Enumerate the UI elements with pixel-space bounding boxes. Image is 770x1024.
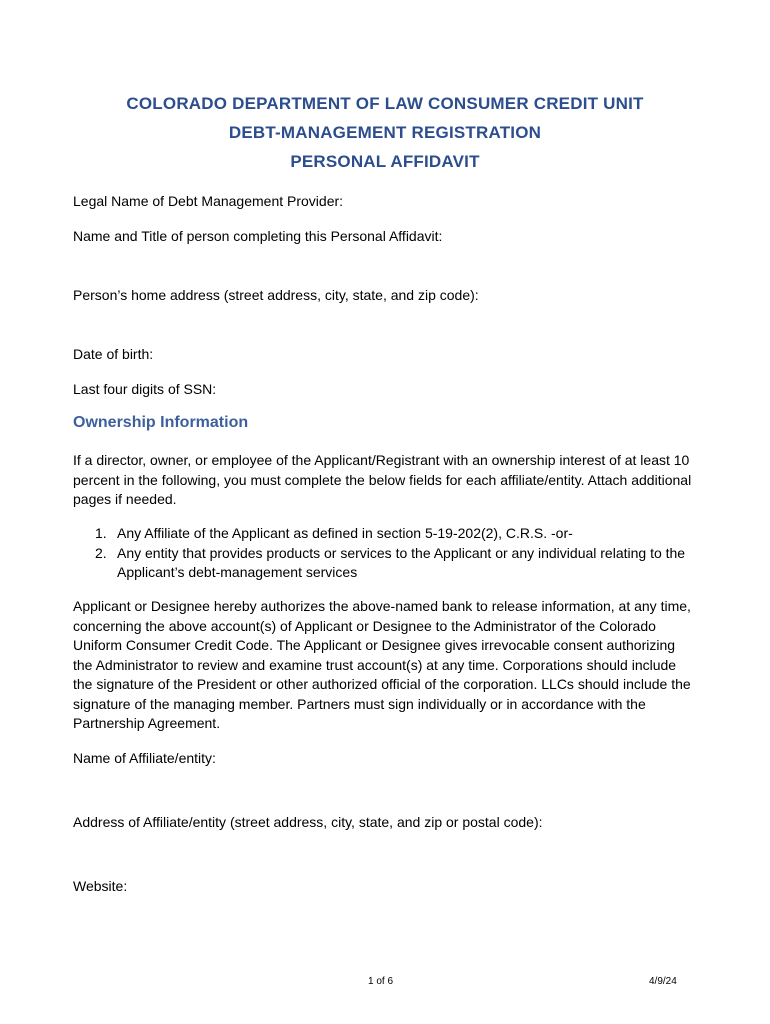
list-item-text: Any entity that provides products or services to the Applicant or any individual relating to the Applicant’s debt-management services [117,544,686,580]
title-line-1: COLORADO DEPARTMENT OF LAW CONSUMER CREDIT UNIT [126,94,644,113]
affiliate-address-label: Address of Affiliate/entity (street address, city, state, and zip or postal code): [73,814,543,830]
ownership-list [95,524,695,583]
list-item-text: Any Affiliate of the Applicant as defined in section 5-19-202(2), C.R.S. -or- [117,525,573,541]
list-item [95,544,695,583]
page-number: 1 of 6 [368,976,394,987]
home-address-label: Person’s home address (street address, city, state, and zip code): [73,287,479,303]
title-line-2: DEBT-MANAGEMENT REGISTRATION [228,123,542,142]
name-title-label: Name and Title of person completing this Personal Affidavit: [73,228,443,244]
list-item-number: 2. [95,544,107,561]
website-label: Website: [73,878,128,894]
ownership-intro: If a director, owner, or employee of the Applicant/Registrant with an ownership interest of at least 10 percent in the following, you must complete the below fields for each affiliate/entity. Attach additional pages if needed. [73,452,692,507]
date-of-birth-label: Date of birth: [73,346,154,362]
list-item [95,524,695,544]
legal-name-label: Legal Name of Debt Management Provider: [73,193,344,209]
title-line-3: PERSONAL AFFIDAVIT [290,152,480,171]
affiliate-name-label: Name of Affiliate/entity: [73,750,216,766]
revision-date: 4/9/24 [649,976,677,987]
ownership-heading: Ownership Information [73,414,249,431]
authorization-paragraph: Applicant or Designee hereby authorizes the above-named bank to release information, at any time, concerning the above account(s) of Applicant or Designee to the Administrator of the Colorado Uniform Consumer Credit Code. The Applicant or Designee gives irrevocable consent authorizing the Administrator to review and examine trust account(s) at any time. Corporations should include the signature of the President or other authorized official of the corporation. LLCs should include the signature of the managing member. Partners must sign individually or in accordance with the Partnership Agreement. [73,598,691,731]
ssn-label: Last four digits of SSN: [73,381,217,397]
list-item-number: 1. [95,525,107,541]
